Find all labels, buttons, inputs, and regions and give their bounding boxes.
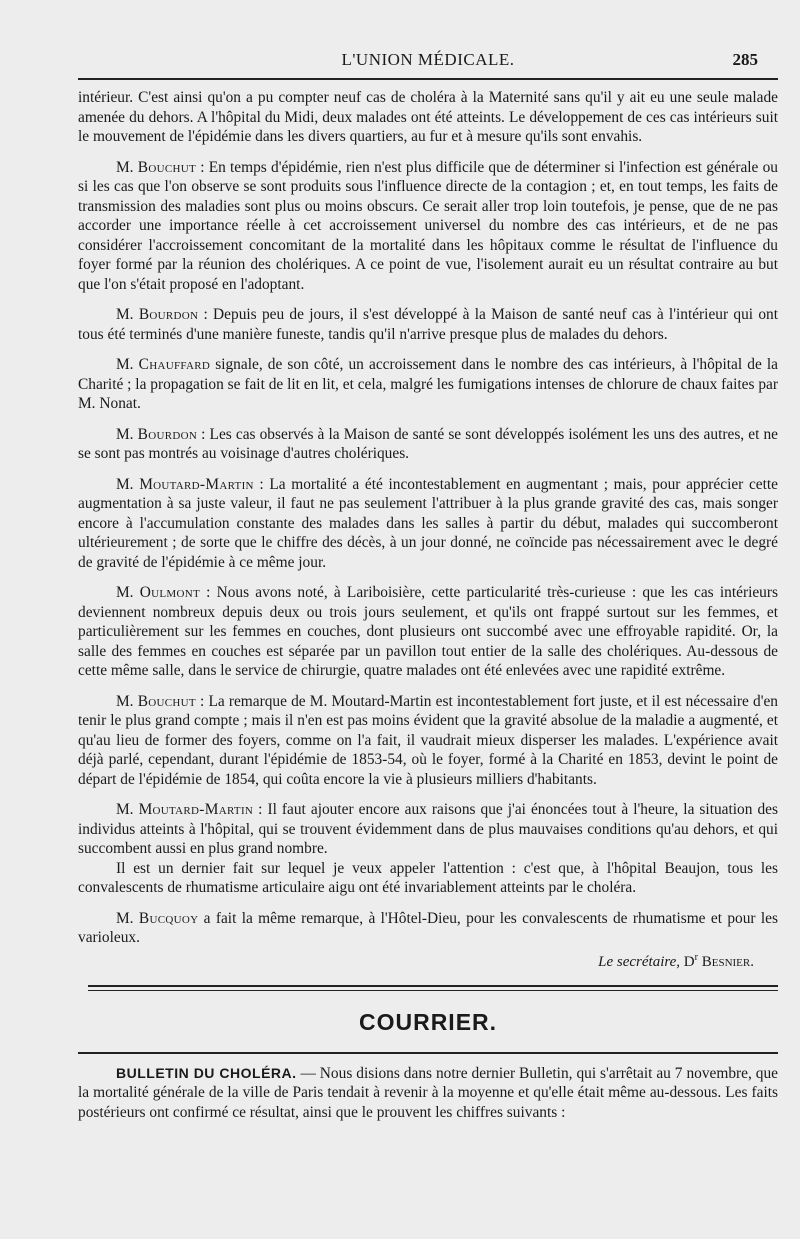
paragraph-text: a fait la même remarque, à l'Hôtel-Dieu, pour les convalescents de rhumatisme et pour les varioleux. xyxy=(78,909,778,946)
header-rule xyxy=(78,78,778,80)
signature xyxy=(78,952,754,971)
paragraph xyxy=(78,800,778,859)
signature-name: Besnier. xyxy=(701,953,754,970)
paragraph xyxy=(78,909,778,948)
speaker-prefix: M. xyxy=(116,425,138,443)
paragraph xyxy=(78,475,778,573)
bulletin-text: — Nous disions dans notre dernier Bulletin, qui s'arrêtait au 7 novembre, que la mortalité générale de la ville de Paris tendait à revenir à la moyenne et qu'elle était même au-dessous. Les faits postérieurs ont confirmé ce résultat, ainsi que le prouvent les chiffres suivants : xyxy=(78,1064,778,1121)
speaker-name: Bouchut xyxy=(137,158,196,176)
paragraph xyxy=(78,583,778,681)
paragraph-text: intérieur. C'est ainsi qu'on a pu compter neuf cas de choléra à la Maternité sans qu'il y ait eu une seule malade amenée du dehors. A l'hôpital du Midi, deux malades ont été atteints. Le développement de ces cas intérieurs suit le mouvement de l'épidémie dans les divers quartiers, au fur et à mesure qu'ils sont envahis. xyxy=(78,89,778,145)
speaker-prefix: M. xyxy=(116,356,139,373)
bulletin-heading: BULLETIN DU CHOLÉRA. xyxy=(116,1064,297,1081)
speaker-prefix: M. xyxy=(116,158,138,176)
paragraph-text: Il est un dernier fait sur lequel je veux appeler l'attention : c'est que, à l'hôpital Beaujon, tous les convalescents de rhumatisme articulaire aigu ont été invariablement atteints par le choléra. xyxy=(78,859,778,896)
section-divider xyxy=(88,985,778,991)
paragraph-text: : La mortalité a été incontestablement en augmentant ; mais, pour apprécier cette augmentation à sa juste valeur, il faut ne pas seulement l'attribuer à la plus grande gravité des cas, mais songer encore à l'accumulation constante des malades dans les salles à partir du début, malades qui succomberont ultérieurement ; de sorte que le chiffre des décès, à un jour donné, ne coïncide pas nécessairement avec le degré de gravité de l'épidémie à ce même jour. xyxy=(78,475,778,571)
speaker-prefix: M. xyxy=(116,909,139,927)
section-rule xyxy=(78,1052,778,1054)
paragraph-text: : Depuis peu de jours, il s'est développé à la Maison de santé neuf cas à l'intérieur qui ont tous été terminés d'une manière funeste, tandis qu'il n'arrive presque plus de malades du dehors. xyxy=(78,306,778,343)
speaker-name: Bourdon xyxy=(138,306,199,323)
paragraph-text: : Nous avons noté, à Lariboisière, cette particularité très-curieuse : que les cas intérieurs deviennent nombreux depuis deux ou trois jours seulement, et qu'ils ont frappé surtout sur les femmes, et particulièrement sur les femmes en couches, dont plusieurs ont succombé avec une effroyable rapidité. Or, la salle des femmes en couches est séparée par un pavillon tout entier de la salle des cholériques. Au-dessous de cette même salle, dans le service de chirurgie, quatre malades ont été enlevées avec une rapidité extrême. xyxy=(78,584,778,679)
paragraph xyxy=(78,425,778,464)
speaker-prefix: M. xyxy=(116,475,140,493)
signature-title-sup: r xyxy=(694,951,698,963)
signature-role: Le secrétaire xyxy=(598,953,677,970)
speaker-name: Moutard-Martin xyxy=(138,801,254,818)
speaker-prefix: M. xyxy=(116,584,140,601)
speaker-name: Chauffard xyxy=(138,356,211,373)
speaker-name: Bouchut xyxy=(137,692,196,710)
body-text xyxy=(78,88,778,948)
speaker-prefix: M. xyxy=(116,692,138,710)
paragraph xyxy=(78,305,778,344)
paragraph-text: : Il faut ajouter encore aux raisons que j'ai énoncées tout à l'heure, la situation des individus atteints à l'hôpital, qui se trouvent évidemment dans de plus mauvaises conditions qu'au dehors, et qui succombent aussi en plus grand nombre. xyxy=(78,801,778,857)
speaker-name: Bourdon xyxy=(137,425,198,443)
bulletin-paragraph xyxy=(78,1064,778,1123)
paragraph xyxy=(78,692,778,790)
speaker-prefix: M. xyxy=(116,801,139,818)
paragraph-text: signale, de son côté, un accroissement dans le nombre des cas intérieurs, à l'hôpital de la Charité ; la propagation se fait de lit en lit, et cela, malgré les fumigations intenses de chlorure de chaux faites par M. Nonat. xyxy=(78,356,778,412)
page-number: 285 xyxy=(732,50,758,69)
running-title: L'UNION MÉDICALE. xyxy=(341,50,515,69)
page-header xyxy=(78,50,778,78)
paragraph-text: : La remarque de M. Moutard-Martin est incontestablement fort juste, et il est nécessaire d'en tenir le plus grand compte ; mais il n'en est pas moins évident que la gravité absolue de la maladie a augmenté, et qu'au lieu de former des foyers, comme on l'a fait, il vaudrait mieux disperser les malades. L'expérience avait déjà parlé, cependant, durant l'épidémie de 1853-54, où le foyer, formé à la Charité en 1853, devint le point de départ de l'épidémie de 1854, qui coûta encore la vie à plusieurs milliers d'habitants. xyxy=(78,692,778,788)
paragraph-text: : En temps d'épidémie, rien n'est plus difficile que de déterminer si l'infection est générale ou si les cas que l'on observe se sont produits sous l'influence directe de la contagion ; et, en tout temps, les faits de transmission des maladies sont plus ou moins obscurs. Ce serait aller trop loin toutefois, je pense, que de ne pas accorder une importance réelle à cet accroissement universel du nombre des cas intérieurs, et de ne pas considérer l'accroissement concomitant de la mortalité dans les hôpitaux comme le résultat de l'influence du foyer formé par la réunion des cholériques. A ce point de vue, l'isolement aurait eu un résultat contraire au but que l'on s'était proposé en l'adoptant. xyxy=(78,158,778,293)
paragraph xyxy=(78,355,778,414)
paragraph xyxy=(78,859,778,898)
speaker-name: Oulmont xyxy=(139,584,200,601)
paragraph xyxy=(78,158,778,295)
paragraph-text: : Les cas observés à la Maison de santé se sont développés isolément les uns des autres, et ne se sont pas montrés au voisinage d'autres cholériques. xyxy=(78,425,778,462)
speaker-name: Bucquoy xyxy=(138,909,199,927)
signature-separator: , D xyxy=(676,953,695,970)
paragraph xyxy=(78,88,778,147)
speaker-name: Moutard-Martin xyxy=(139,475,254,493)
speaker-prefix: M. xyxy=(116,306,139,323)
section-title: COURRIER. xyxy=(358,1008,498,1035)
